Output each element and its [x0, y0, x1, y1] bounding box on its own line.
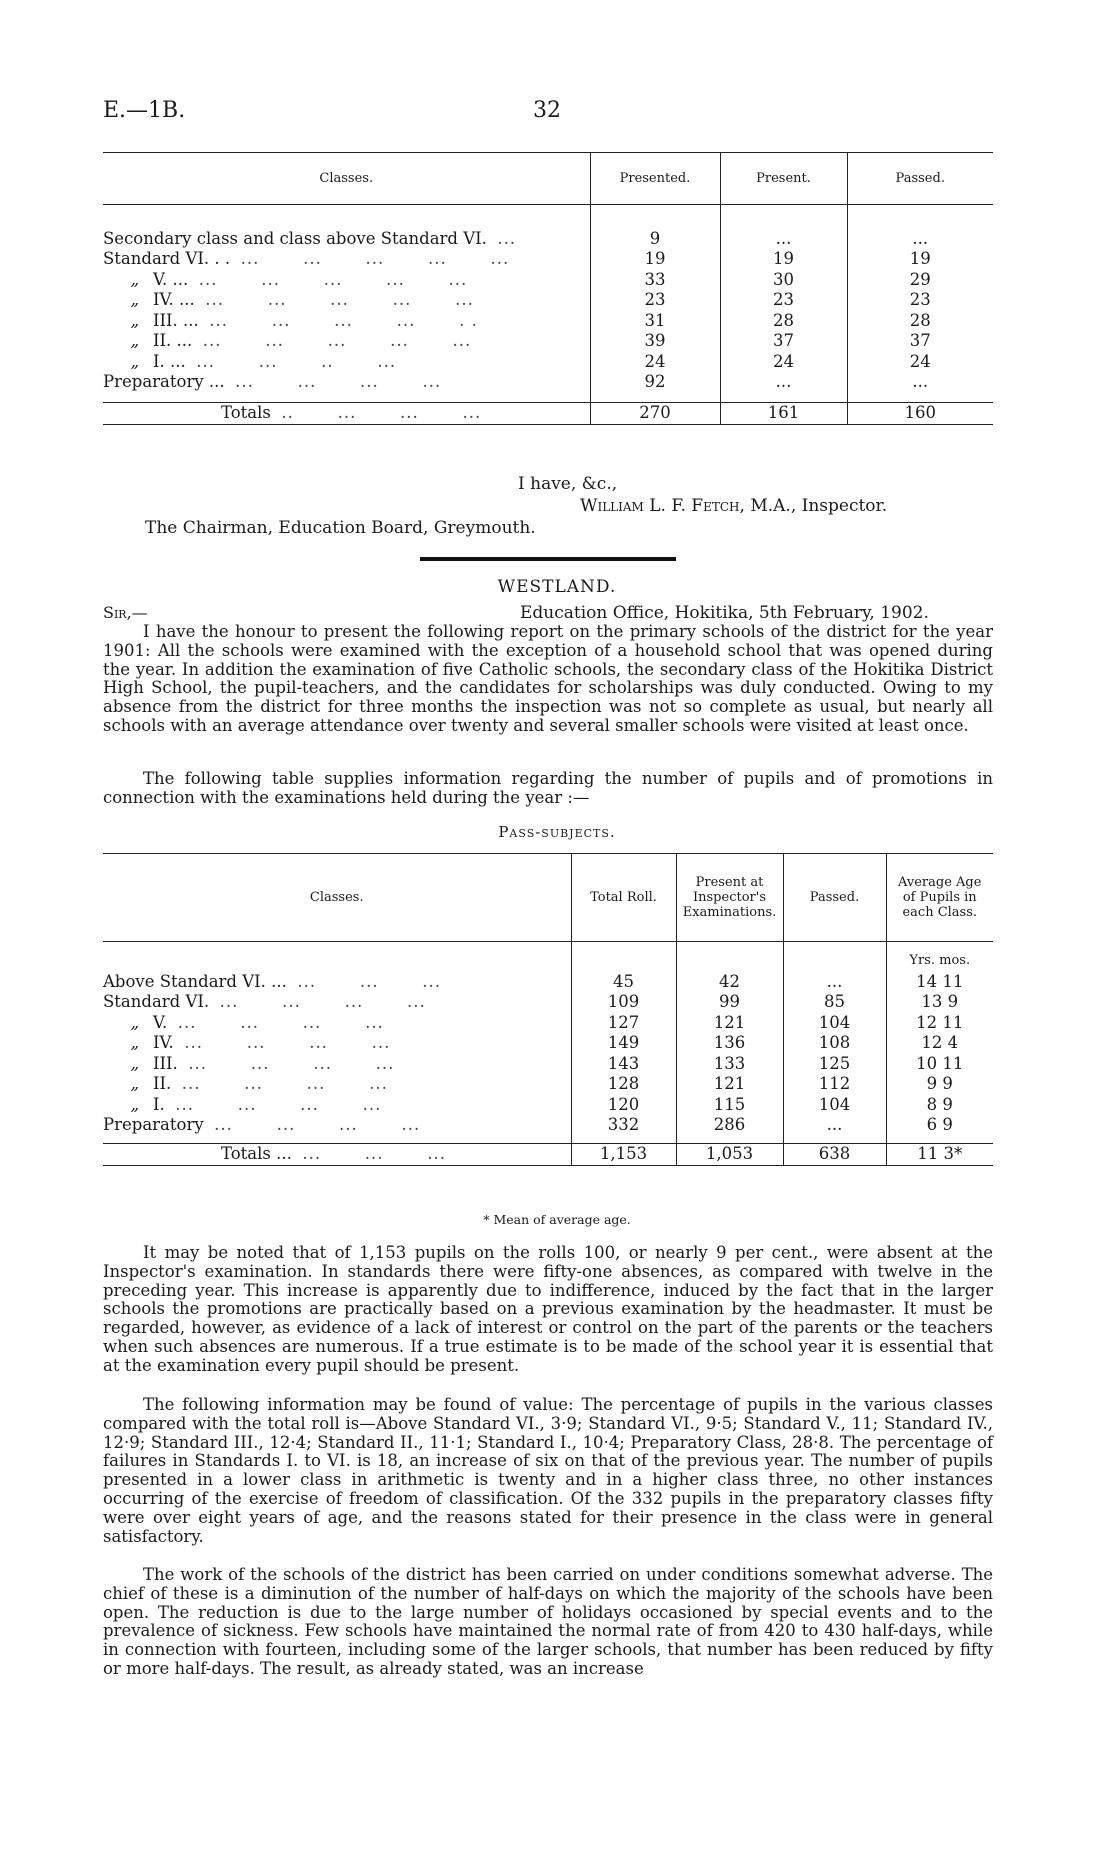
leader-dots: ... ... ... ...	[177, 1012, 384, 1032]
cell-present: 99	[676, 992, 783, 1013]
ditto-mark: „	[130, 1074, 139, 1093]
footnote: * Mean of average age.	[483, 1212, 631, 1227]
table-row	[103, 229, 993, 250]
row-label-cell	[103, 229, 590, 250]
totals-label: Totals	[221, 403, 271, 422]
row-label-cell	[103, 972, 571, 993]
ditto-mark: „	[130, 310, 139, 330]
leader-dots: ...	[497, 228, 517, 248]
spacer-cell	[103, 1136, 571, 1144]
row-label: Preparatory	[103, 1115, 204, 1134]
row-label-cell	[103, 270, 590, 291]
ditto-mark: „	[130, 1033, 139, 1052]
paragraph-report-intro: I have the honour to present the following report on the primary schools of the district for the year 1901: All the schools were examined with the exception of a household school that was opened during the year. In addition the examination of five Catholic schools, the secondary class of the Hokitika District High School, the pupil-teachers, and the candidates for scholarships was duly conducted. Owing to my absence from the district for three months the inspection was not so complete as usual, but nearly all schools with an average attendance over twenty and several smaller schools were visited at least once.	[103, 622, 993, 735]
row-label-cell	[103, 372, 590, 393]
cell-age: 14 11	[886, 972, 993, 993]
table-row	[103, 1095, 993, 1116]
col-present-at-exam: Present at Inspector's Examinations.	[676, 854, 783, 942]
ditto-mark: „	[130, 1012, 139, 1032]
table-row	[103, 972, 993, 993]
table-row	[103, 1115, 993, 1136]
cell-age: 13 9	[886, 992, 993, 1013]
cell-passed: 19	[847, 249, 993, 270]
leader-dots: ... ... ... ... ...	[240, 249, 510, 268]
total-passed: 638	[783, 1144, 886, 1166]
age-units: Yrs. mos.	[886, 942, 993, 972]
row-label: V. ...	[153, 269, 189, 289]
cell-age: 10 11	[886, 1054, 993, 1075]
col-present: Present.	[720, 153, 847, 205]
total-roll: 1,153	[571, 1144, 676, 1166]
leader-dots: ... ... ...	[302, 1144, 446, 1163]
table1-totals	[103, 403, 993, 425]
col-classes: Classes.	[103, 854, 571, 942]
cell-roll: 120	[571, 1095, 676, 1116]
row-label: Standard VI. . .	[103, 249, 231, 268]
cell-passed: 29	[847, 270, 993, 291]
table-row	[103, 331, 993, 352]
cell-age: 9 9	[886, 1074, 993, 1095]
cell-presented: 19	[590, 249, 720, 270]
row-label: I.	[153, 1094, 165, 1114]
cell-present: ...	[720, 372, 847, 393]
cell-present: 115	[676, 1095, 783, 1116]
totals-row	[103, 1144, 993, 1166]
cell-passed: 104	[783, 1013, 886, 1034]
cell-present: 23	[720, 290, 847, 311]
table-row	[103, 352, 993, 373]
cell-roll: 332	[571, 1115, 676, 1136]
cell-passed: ...	[783, 1115, 886, 1136]
cell-passed: ...	[847, 229, 993, 250]
cell-passed: 24	[847, 352, 993, 373]
cell-roll: 127	[571, 1013, 676, 1034]
paragraph-percentages: The following information may be found of value: The percentage of pupils in the various classes compared with the total roll is—Above Standard VI., 3·9; Standard VI., 9·5; Standard V., 11; Standard IV., 12·9; Standard III., 12·4; Standard II., 11·1; Standard I., 10·4; Preparatory Class, 28·8. The percentage of failures in Standards I. to VI. is 18, an increase of six on that of the previous year. The number of pupils presented in a lower class in arithmetic is twenty and in a higher class three, no other instances occurring of the exercise of freedom of classification. Of the 332 pupils in the preparatory classes fifty were over eight years of age, and the reasons stated for their presence in the class were in general satisfactory.	[103, 1395, 993, 1546]
paragraph-absences: It may be noted that of 1,153 pupils on the rolls 100, or nearly 9 per cent., were absent at the Inspector's examination. In standards there were fifty-one absences, as compared with twelve in the preceding year. This increase is apparently due to indifference, induced by the fact that in the larger schools the promotions are practically based on a previous examination by the headmaster. It must be regarded, however, as evidence of a lack of interest or control on the part of the parents or the teachers when such absences are numerous. If a true estimate is to be made of the school year it is essential that at the examination every pupil should be present.	[103, 1243, 993, 1375]
ditto-mark: „	[130, 290, 139, 309]
cell-roll: 128	[571, 1074, 676, 1095]
spacer-cell	[783, 1136, 886, 1144]
pass-subjects-table	[103, 853, 993, 1166]
inspector-name: William L. F. Fetch	[580, 496, 740, 516]
spacer-cell	[103, 393, 590, 403]
table-row	[103, 1054, 993, 1075]
cell-present: ...	[720, 229, 847, 250]
table-row	[103, 1033, 993, 1054]
spacer-cell	[886, 1136, 993, 1144]
leader-dots: ... ... ... ...	[181, 1074, 388, 1093]
row-label: Preparatory ...	[103, 372, 225, 391]
table-row	[103, 1074, 993, 1095]
row-label: V.	[153, 1012, 168, 1032]
cell-passed: 108	[783, 1033, 886, 1054]
table-row	[103, 270, 993, 291]
row-label-cell	[103, 249, 590, 270]
cell-present: 42	[676, 972, 783, 993]
total-age: 11 3*	[886, 1144, 993, 1166]
totals-label: Totals ...	[221, 1144, 292, 1163]
spacer-row	[103, 393, 993, 403]
row-label-cell	[103, 331, 590, 352]
total-presented: 270	[590, 403, 720, 425]
row-label: II. ...	[153, 331, 193, 350]
ditto-mark: „	[130, 1053, 139, 1073]
row-label: Standard VI.	[103, 992, 210, 1011]
cell-age: 12 11	[886, 1013, 993, 1034]
table-row	[103, 372, 993, 393]
cell-roll: 149	[571, 1033, 676, 1054]
classes-table-greymouth	[103, 152, 993, 425]
spacer-row	[103, 1136, 993, 1144]
cell-age: 12 4	[886, 1033, 993, 1054]
row-label: III. ...	[153, 310, 199, 330]
ditto-mark: „	[130, 269, 139, 289]
spacer-cell	[590, 393, 720, 403]
total-passed: 160	[847, 403, 993, 425]
table-row	[103, 249, 993, 270]
leader-dots: .. ... ... ...	[281, 403, 482, 422]
row-label-cell	[103, 352, 590, 373]
cell-present: 19	[720, 249, 847, 270]
row-label-cell	[103, 1115, 571, 1136]
cell-present: 133	[676, 1054, 783, 1075]
leader-dots: ... ... ... ...	[175, 1094, 382, 1114]
cell-age: 6 9	[886, 1115, 993, 1136]
cell-passed: 112	[783, 1074, 886, 1095]
totals-row	[103, 403, 993, 425]
leader-dots: ... ... ... ...	[188, 1053, 395, 1073]
salutation: Sir,—	[103, 603, 148, 622]
cell-present: 37	[720, 331, 847, 352]
row-label-cell	[103, 1013, 571, 1034]
cell-passed: 104	[783, 1095, 886, 1116]
ditto-mark: „	[130, 351, 139, 371]
table2-totals	[103, 1144, 993, 1166]
totals-label-cell	[103, 403, 590, 425]
cell-present: 121	[676, 1013, 783, 1034]
cell-presented: 39	[590, 331, 720, 352]
paragraph-table-intro: The following table supplies information regarding the number of pupils and of promotions in connection with the examinations held during the year :—	[103, 769, 993, 807]
page-number: 32	[533, 98, 561, 123]
row-label-cell	[103, 1054, 571, 1075]
cell-presented: 31	[590, 311, 720, 332]
paragraph-conditions: The work of the schools of the district has been carried on under conditions somewhat adverse. The chief of these is a diminution of the number of half-days on which the majority of the schools have been open. The reduction is due to the large number of holidays occasioned by special events and to the prevalence of sickness. Few schools have maintained the normal rate of from 420 to 430 half-days, while in connection with fourteen, including some of the larger schools, that number has been reduced by fifty or more half-days. The result, as already stated, was an increase	[103, 1565, 993, 1678]
spacer-cell	[847, 393, 993, 403]
row-label-cell	[103, 1095, 571, 1116]
leader-dots: ... ... ... ...	[214, 1115, 421, 1134]
row-label-cell	[103, 311, 590, 332]
cell-passed: ...	[847, 372, 993, 393]
col-total-roll: Total Roll.	[571, 854, 676, 942]
col-average-age: Average Age of Pupils in each Class.	[886, 854, 993, 942]
inspector-title: , M.A., Inspector.	[739, 496, 888, 516]
table2-body	[103, 972, 993, 1144]
row-label: III.	[153, 1053, 178, 1073]
cell-roll: 109	[571, 992, 676, 1013]
table-row	[103, 1013, 993, 1034]
cell-passed: 125	[783, 1054, 886, 1075]
row-label: I. ...	[153, 351, 186, 371]
dateline: Education Office, Hokitika, 5th February, 1902.	[520, 603, 929, 623]
col-presented: Presented.	[590, 153, 720, 205]
leader-dots: ... ... .. ...	[196, 351, 397, 371]
cell-present: 30	[720, 270, 847, 291]
leader-dots: ... ... ...	[297, 971, 442, 991]
cell-passed: 23	[847, 290, 993, 311]
cell-roll: 45	[571, 972, 676, 993]
table-row	[103, 311, 993, 332]
table1-body	[103, 229, 993, 403]
signoff-inspector	[580, 496, 887, 516]
leader-dots: ... ... ... ... ...	[202, 331, 472, 350]
cell-roll: 143	[571, 1054, 676, 1075]
cell-present: 28	[720, 311, 847, 332]
total-present: 1,053	[676, 1144, 783, 1166]
ditto-mark: „	[130, 1094, 139, 1114]
table-row	[103, 992, 993, 1013]
leader-dots: ... ... ... ... . .	[209, 310, 478, 330]
cell-presented: 92	[590, 372, 720, 393]
spacer-cell	[720, 393, 847, 403]
row-label: II.	[153, 1074, 172, 1093]
spacer-cell	[676, 1136, 783, 1144]
cell-present: 136	[676, 1033, 783, 1054]
cell-present: 121	[676, 1074, 783, 1095]
row-label: Secondary class and class above Standard VI.	[103, 228, 487, 248]
cell-present: 24	[720, 352, 847, 373]
signoff-addressee: The Chairman, Education Board, Greymouth.	[145, 518, 536, 538]
table-title: Pass-subjects.	[498, 823, 616, 841]
row-label-cell	[103, 290, 590, 311]
leader-dots: ... ... ... ...	[219, 992, 426, 1011]
row-label: Above Standard VI. ...	[103, 971, 287, 991]
ditto-mark: „	[130, 331, 139, 350]
cell-passed: ...	[783, 972, 886, 993]
cell-present: 286	[676, 1115, 783, 1136]
row-label: IV.	[153, 1033, 174, 1052]
leader-dots: ... ... ... ...	[184, 1033, 391, 1052]
cell-age: 8 9	[886, 1095, 993, 1116]
leader-dots: ... ... ... ... ...	[198, 269, 468, 289]
row-label-cell	[103, 1074, 571, 1095]
signoff-greeting: I have, &c.,	[518, 474, 618, 494]
row-label: IV. ...	[153, 290, 195, 309]
section-divider	[420, 557, 676, 561]
col-passed: Passed.	[847, 153, 993, 205]
cell-passed: 85	[783, 992, 886, 1013]
table-row	[103, 290, 993, 311]
cell-presented: 9	[590, 229, 720, 250]
col-passed: Passed.	[783, 854, 886, 942]
total-present: 161	[720, 403, 847, 425]
cell-presented: 24	[590, 352, 720, 373]
cell-passed: 37	[847, 331, 993, 352]
cell-passed: 28	[847, 311, 993, 332]
leader-dots: ... ... ... ...	[235, 372, 442, 391]
cell-presented: 33	[590, 270, 720, 291]
spacer-cell	[571, 1136, 676, 1144]
leader-dots: ... ... ... ... ...	[205, 290, 474, 309]
totals-label-cell	[103, 1144, 571, 1166]
col-classes: Classes.	[103, 153, 590, 205]
row-label-cell	[103, 992, 571, 1013]
section-heading: WESTLAND.	[497, 577, 617, 597]
cell-presented: 23	[590, 290, 720, 311]
document-reference: E.—1B.	[103, 98, 186, 123]
row-label-cell	[103, 1033, 571, 1054]
